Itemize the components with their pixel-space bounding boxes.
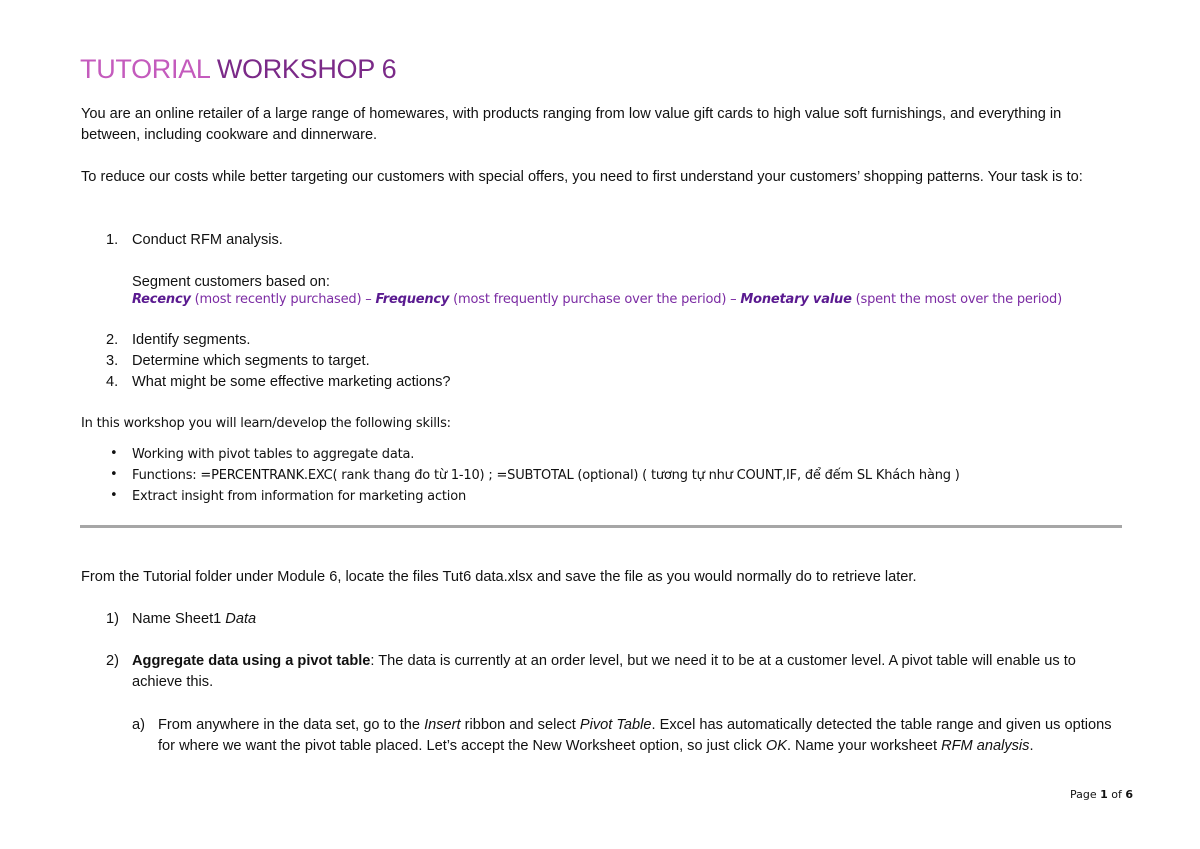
rfm-recency: Recency [132,292,191,307]
step-number: 1) [106,611,119,627]
task-item: Conduct RFM analysis. [132,232,283,248]
task-item: What might be some effective marketing actions? [132,374,451,390]
step-2-text: : The data is currently at an order level, but we need it to be at a customer level. A pivot table will enable us to achieve this. [132,653,1076,690]
bullet-icon: • [110,488,118,503]
step-1-text: Name Sheet1 [132,611,226,627]
rfm-frequency-desc: (most frequently purchase over the period) – [449,292,741,307]
skill-item: Extract insight from information for marketing action [132,489,466,504]
substep-letter: a) [132,717,145,733]
skill-item: Functions: =PERCENTRANK.EXC( rank thang đo từ 1-10) ; =SUBTOTAL (optional) ( tương tự như COUNT,IF, để đếm SL Khách hàng ) [132,468,960,483]
substep-a-text: . [1029,738,1034,754]
task-number: 3. [106,353,119,369]
segment-label: Segment customers based on: [132,274,330,290]
substep-a-text: . Excel has automatically detected the table range and given us options for where we want the pivot table placed. Let’s accept the New Worksheet option, so just click [158,717,1112,754]
page-title [80,54,396,85]
ok-ref: OK [765,738,787,754]
substep-a-text: ribbon and select [460,717,580,733]
pivot-table-ref: Pivot Table [579,717,652,733]
substep-a-text: From anywhere in the data set, go to the [158,717,425,733]
rfm-recency-desc: (most recently purchased) – [190,292,376,307]
skill-item: Working with pivot tables to aggregate data. [132,447,415,462]
step-2 [132,651,1122,693]
task-number: 4. [106,374,119,390]
title-part-1: TUTORIAL [80,54,210,84]
bullet-icon: • [110,446,118,461]
task-intro-paragraph: To reduce our costs while better targeting our customers with special offers, you need to first understand your customers’ shopping patterns. Your task is to: [81,169,1083,185]
substep-a [158,715,1118,757]
intro-paragraph: You are an online retailer of a large range of homewares, with products ranging from low value gift cards to high value soft furnishings, and everything in between, including cookware and dinnerware. [81,106,1062,143]
step-2-heading: Aggregate data using a pivot table [132,653,371,669]
footer-page-number: 1 [1100,788,1108,801]
task-number: 1. [106,232,119,248]
rfm-monetary-desc: (spent the most over the period) [851,292,1062,307]
section-divider [80,525,1122,528]
page-footer [1070,788,1133,801]
step-number: 2) [106,653,119,669]
rfm-frequency: Frequency [375,292,450,307]
task-item: Identify segments. [132,332,251,348]
locate-paragraph: From the Tutorial folder under Module 6, locate the files Tut6 data.xlsx and save the file as you would normally do to retrieve later. [81,569,917,585]
rfm-definition [132,292,1062,307]
step-1-sheet-name: Data [225,611,257,627]
substep-a-text: . Name your worksheet [786,738,942,754]
footer-page-total: 6 [1125,788,1134,801]
footer-page-word: Page [1070,788,1101,801]
skills-intro: In this workshop you will learn/develop the following skills: [81,416,451,431]
step-1 [132,609,1122,630]
rfm-monetary: Monetary value [740,292,852,307]
task-number: 2. [106,332,119,348]
insert-ribbon-ref: Insert [424,717,461,733]
bullet-icon: • [110,467,118,482]
rfm-analysis-ref: RFM analysis [941,738,1030,754]
footer-of-word: of [1107,788,1126,801]
title-part-2: WORKSHOP 6 [216,54,397,84]
task-item: Determine which segments to target. [132,353,370,369]
